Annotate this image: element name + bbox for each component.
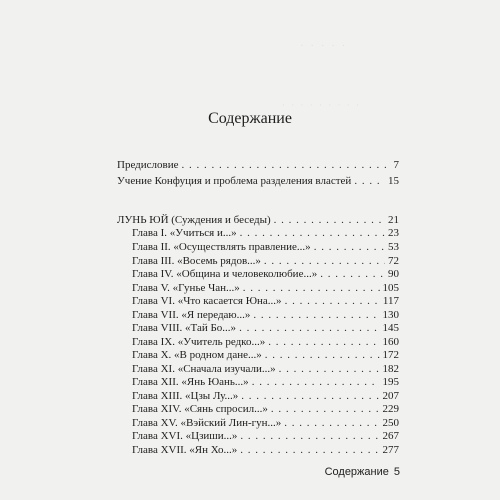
page-number: 5 xyxy=(393,466,400,478)
toc-entry-page: 105 xyxy=(382,282,399,294)
toc-entry[interactable] xyxy=(132,443,399,457)
toc-leader-dots xyxy=(243,281,380,295)
toc-entry[interactable] xyxy=(132,308,399,322)
toc-entry-page: 195 xyxy=(382,376,399,388)
toc-leader-dots xyxy=(182,158,391,172)
toc-entry-label: Глава VI. «Что касается Юна...» xyxy=(132,295,282,307)
bleed-through-text: · · · · · xyxy=(300,40,348,52)
toc-entry-page: 15 xyxy=(388,175,399,187)
toc-entry-label: Учение Конфуция и проблема разделения властей xyxy=(117,175,352,187)
toc-entry-page: 172 xyxy=(382,349,399,361)
toc-entry-page: 23 xyxy=(388,227,399,239)
page-footer xyxy=(310,465,400,479)
toc-entry-page: 160 xyxy=(382,336,399,348)
toc-entry-label: Глава IV. «Община и человеколюбие...» xyxy=(132,268,318,280)
toc-entry-label: Глава IX. «Учитель редко...» xyxy=(132,336,266,348)
toc-entry-label: Глава XI. «Сначала изучали...» xyxy=(132,363,276,375)
toc-entry[interactable] xyxy=(132,240,399,254)
toc-entry[interactable] xyxy=(132,254,399,268)
toc-leader-dots xyxy=(265,348,380,362)
toc-entry-page: 277 xyxy=(382,444,399,456)
running-footer-label: Содержание xyxy=(324,466,389,478)
toc-entry-page: 53 xyxy=(388,241,399,253)
toc-entry-label: Глава XII. «Янь Юань...» xyxy=(132,376,249,388)
toc-entry[interactable] xyxy=(132,402,399,416)
toc-entry[interactable] xyxy=(132,294,399,308)
toc-entry-page: 72 xyxy=(388,255,399,267)
toc-leader-dots xyxy=(284,416,379,430)
toc-leader-dots xyxy=(240,443,379,457)
toc-entry[interactable] xyxy=(132,321,399,335)
toc-entry[interactable] xyxy=(117,213,399,227)
toc-entry[interactable] xyxy=(117,158,399,172)
toc-entry-page: 229 xyxy=(382,403,399,415)
toc-entry[interactable] xyxy=(132,281,399,295)
toc-entry-page: 130 xyxy=(382,309,399,321)
toc-entry-page: 90 xyxy=(388,268,399,280)
toc-entry-page: 250 xyxy=(382,417,399,429)
toc-entry-label: Глава V. «Гунье Чан...» xyxy=(132,282,240,294)
toc-entry[interactable] xyxy=(132,375,399,389)
toc-entry-label: Глава XIII. «Цзы Лу...» xyxy=(132,390,239,402)
toc-entry[interactable] xyxy=(132,348,399,362)
toc-entry-label: Глава XIV. «Сянь спросил...» xyxy=(132,403,268,415)
toc-entry-label: Глава VIII. «Тай Бо...» xyxy=(132,322,237,334)
toc-entry-page: 7 xyxy=(393,159,399,171)
toc-entry-label: Глава VII. «Я передаю...» xyxy=(132,309,251,321)
toc-entry-page: 267 xyxy=(382,430,399,442)
bleed-through-text: · · · · · · · · · xyxy=(282,100,361,110)
toc-entry-page: 145 xyxy=(382,322,399,334)
toc-leader-dots xyxy=(354,174,385,188)
toc-leader-dots xyxy=(285,294,380,308)
toc-entry-label: Глава I. «Учиться и...» xyxy=(132,227,237,239)
toc-leader-dots xyxy=(240,429,379,443)
toc-entry[interactable] xyxy=(132,389,399,403)
toc-entry[interactable] xyxy=(132,429,399,443)
toc-leader-dots xyxy=(264,254,385,268)
toc-leader-dots xyxy=(320,267,385,281)
toc-leader-dots xyxy=(252,375,380,389)
toc-leader-dots xyxy=(239,321,379,335)
toc-entry-label: Предисловие xyxy=(117,159,179,171)
toc-leader-dots xyxy=(271,402,380,416)
toc-entry[interactable] xyxy=(117,174,399,188)
toc-entry[interactable] xyxy=(132,226,399,240)
toc-leader-dots xyxy=(240,226,385,240)
toc-leader-dots xyxy=(241,389,379,403)
toc-entry[interactable] xyxy=(132,416,399,430)
toc-entry[interactable] xyxy=(132,362,399,376)
toc-entry-label: Глава XV. «Вэйский Лин-гун...» xyxy=(132,417,282,429)
toc-leader-dots xyxy=(274,213,385,227)
toc-entry-page: 182 xyxy=(382,363,399,375)
toc-leader-dots xyxy=(314,240,385,254)
toc-leader-dots xyxy=(279,362,380,376)
toc-entry[interactable] xyxy=(132,335,399,349)
toc-entry-page: 117 xyxy=(382,295,399,307)
page-title: Содержание xyxy=(208,110,292,127)
toc-entry-page: 207 xyxy=(382,390,399,402)
toc-entry-label: Глава XVI. «Цзиши...» xyxy=(132,430,238,442)
toc-leader-dots xyxy=(268,335,379,349)
toc-entry-label: ЛУНЬ ЮЙ (Суждения и беседы) xyxy=(117,214,271,226)
toc-entry-label: Глава XVII. «Ян Хо...» xyxy=(132,444,238,456)
toc-entry[interactable] xyxy=(132,267,399,281)
toc-leader-dots xyxy=(253,308,379,322)
toc-entry-label: Глава X. «В родном дане...» xyxy=(132,349,262,361)
toc-entry-label: Глава II. «Осуществлять правление...» xyxy=(132,241,311,253)
toc-entry-page: 21 xyxy=(388,214,399,226)
toc-entry-label: Глава III. «Восемь рядов...» xyxy=(132,255,261,267)
